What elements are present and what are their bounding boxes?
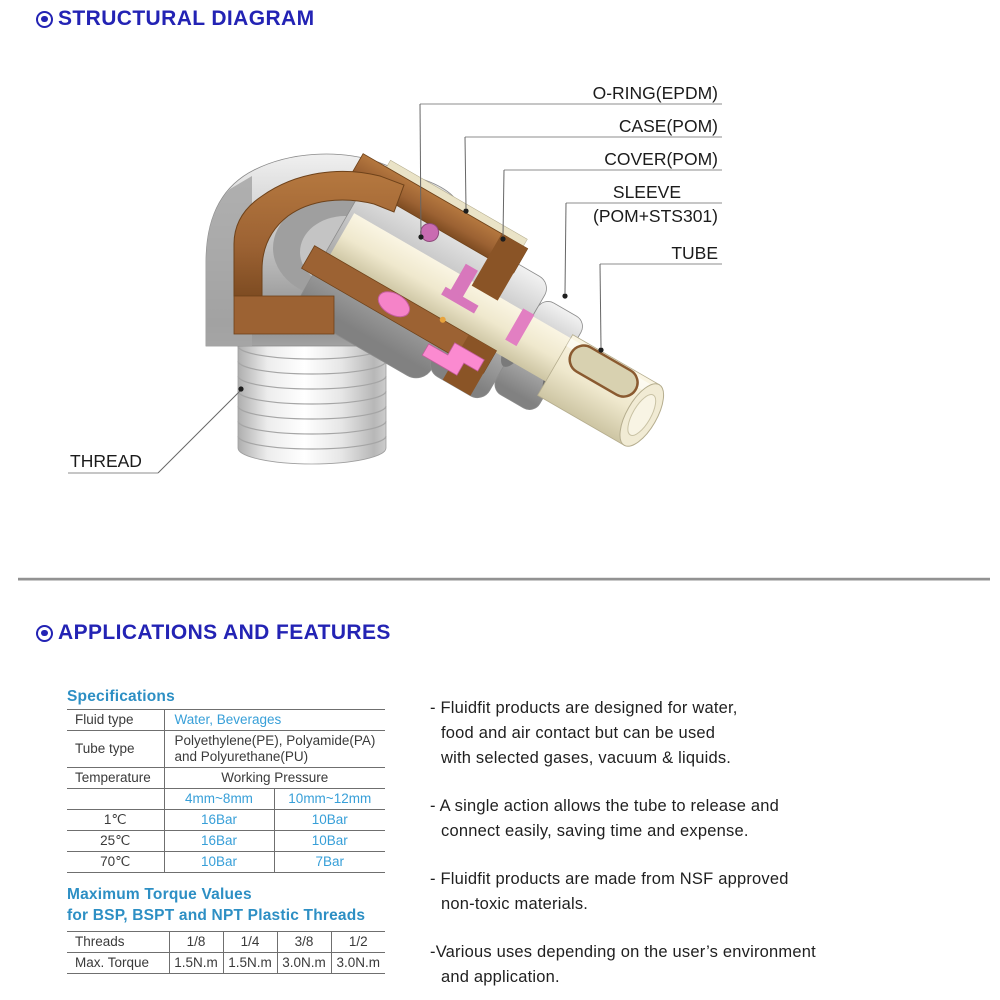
temp-value: 25℃ bbox=[67, 831, 164, 852]
table-row bbox=[67, 810, 385, 831]
pressure-value: 10Bar bbox=[274, 810, 385, 831]
label-cover: COVER(POM) bbox=[604, 149, 718, 169]
table-row bbox=[67, 953, 385, 974]
label-case: CASE(POM) bbox=[618, 116, 718, 136]
torque-value: 1.5N.m bbox=[223, 953, 277, 974]
list-item bbox=[430, 867, 930, 917]
thread-size: 1/4 bbox=[223, 932, 277, 953]
structural-section-title: STRUCTURAL DIAGRAM bbox=[58, 7, 315, 30]
pressure-value: 16Bar bbox=[164, 810, 274, 831]
size-col-2: 10mm~12mm bbox=[274, 789, 385, 810]
size-col-1: 4mm~8mm bbox=[164, 789, 274, 810]
temp-value: 70℃ bbox=[67, 852, 164, 873]
specifications-block bbox=[67, 688, 387, 873]
label-tube: TUBE bbox=[671, 243, 718, 263]
label-o-ring: O-RING(EPDM) bbox=[592, 83, 718, 103]
torque-title-line2: for BSP, BSPT and NPT Plastic Threads bbox=[67, 907, 366, 924]
torque-value: 3.0N.m bbox=[331, 953, 385, 974]
features-list bbox=[430, 696, 930, 1000]
pressure-value: 10Bar bbox=[164, 852, 274, 873]
bullseye-icon bbox=[36, 625, 53, 642]
feature-line: non-toxic materials. bbox=[441, 895, 589, 913]
feature-line: with selected gases, vacuum & liquids. bbox=[441, 749, 732, 767]
max-torque-label: Max. Torque bbox=[67, 953, 169, 974]
table-row bbox=[67, 789, 385, 810]
list-item bbox=[430, 794, 930, 844]
pressure-value: 10Bar bbox=[274, 831, 385, 852]
temperature-label: Temperature bbox=[67, 768, 164, 789]
fluid-type-label: Fluid type bbox=[67, 710, 164, 731]
label-thread: THREAD bbox=[70, 451, 142, 471]
list-item bbox=[430, 940, 930, 990]
table-row bbox=[67, 831, 385, 852]
thread-size: 1/2 bbox=[331, 932, 385, 953]
list-item bbox=[430, 696, 930, 771]
feature-line: - Fluidfit products are designed for water, bbox=[430, 699, 738, 717]
temp-value: 1℃ bbox=[67, 810, 164, 831]
fluid-type-value: Water, Beverages bbox=[164, 710, 385, 731]
pressure-value: 16Bar bbox=[164, 831, 274, 852]
specifications-table bbox=[67, 709, 385, 873]
specifications-title: Specifications bbox=[67, 688, 175, 705]
torque-value: 3.0N.m bbox=[277, 953, 331, 974]
applications-section-header bbox=[36, 621, 391, 645]
tube-type-label: Tube type bbox=[67, 731, 164, 768]
label-sleeve-1: SLEEVE bbox=[612, 182, 681, 202]
thread-size: 1/8 bbox=[169, 932, 223, 953]
table-row bbox=[67, 768, 385, 789]
feature-line: food and air contact but can be used bbox=[441, 724, 716, 742]
feature-line: and application. bbox=[441, 968, 560, 986]
thread-size: 3/8 bbox=[277, 932, 331, 953]
table-row bbox=[67, 932, 385, 953]
threads-label: Threads bbox=[67, 932, 169, 953]
table-row bbox=[67, 710, 385, 731]
feature-line: -Various uses depending on the user’s environment bbox=[430, 943, 816, 961]
table-row bbox=[67, 852, 385, 873]
empty-cell bbox=[67, 789, 164, 810]
feature-line: connect easily, saving time and expense. bbox=[441, 822, 749, 840]
torque-title-line1: Maximum Torque Values bbox=[67, 886, 252, 903]
torque-block bbox=[67, 884, 397, 974]
torque-table bbox=[67, 931, 385, 974]
applications-section-title: APPLICATIONS AND FEATURES bbox=[58, 621, 391, 644]
pressure-value: 7Bar bbox=[274, 852, 385, 873]
feature-line: - Fluidfit products are made from NSF approved bbox=[430, 870, 789, 888]
section-divider bbox=[18, 577, 990, 581]
torque-value: 1.5N.m bbox=[169, 953, 223, 974]
working-pressure-label: Working Pressure bbox=[164, 768, 385, 789]
table-row bbox=[67, 731, 385, 768]
feature-line: - A single action allows the tube to release and bbox=[430, 797, 779, 815]
tube-type-value: Polyethylene(PE), Polyamide(PA) and Polyurethane(PU) bbox=[164, 731, 385, 768]
label-sleeve-2: (POM+STS301) bbox=[593, 206, 718, 226]
